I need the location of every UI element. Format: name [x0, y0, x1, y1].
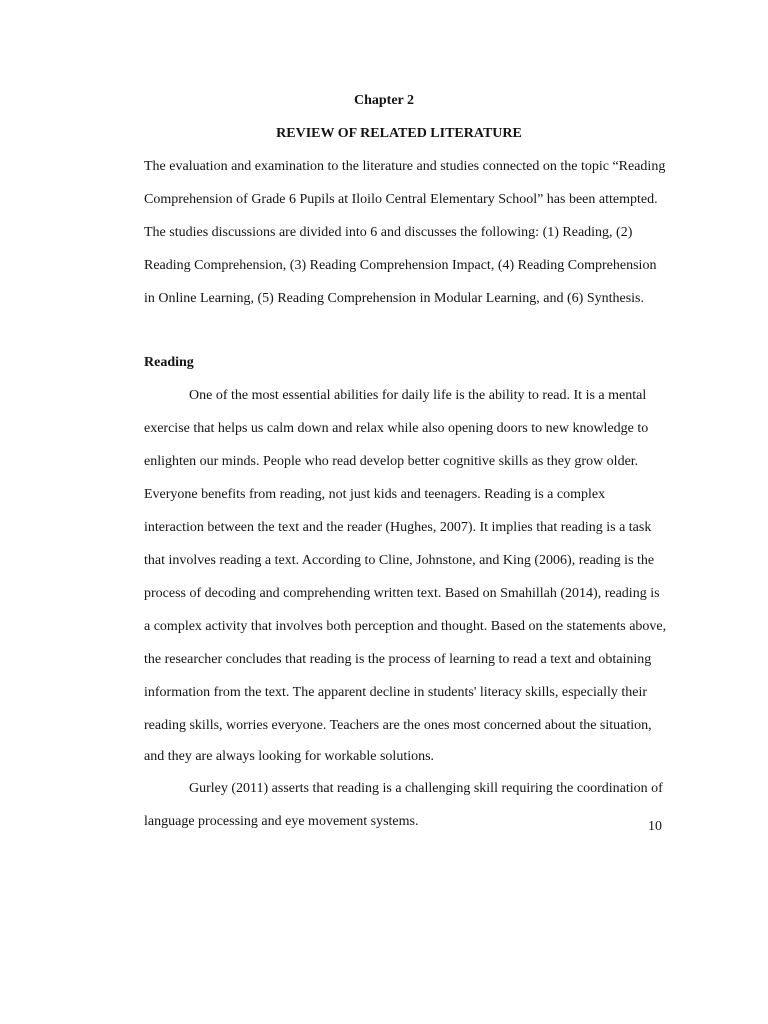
paragraph-line: and they are always looking for workable solutions.: [144, 749, 435, 764]
chapter-label: Chapter 2: [353, 93, 415, 108]
section-heading: Reading: [144, 355, 194, 370]
intro-line: The evaluation and examination to the literature and studies connected on the topic “Reading: [144, 159, 666, 174]
paragraph-line: One of the most essential abilities for daily life is the ability to read. It is a mental: [189, 388, 647, 403]
intro-line: Comprehension of Grade 6 Pupils at Iloilo Central Elementary School” has been attempted.: [144, 192, 658, 207]
intro-line: in Online Learning, (5) Reading Comprehension in Modular Learning, and (6) Synthesis.: [144, 291, 645, 306]
paragraph-line: Gurley (2011) asserts that reading is a challenging skill requiring the coordination of: [189, 781, 663, 796]
paragraph-line: a complex activity that involves both perception and thought. Based on the statements above,: [144, 619, 667, 634]
paragraph-line: information from the text. The apparent decline in students' literacy skills, especially their: [144, 685, 648, 700]
chapter-title: REVIEW OF RELATED LITERATURE: [276, 126, 522, 141]
intro-line: The studies discussions are divided into 6 and discusses the following: (1) Reading, (2): [144, 225, 633, 240]
paragraph-line: that involves reading a text. According to Cline, Johnstone, and King (2006), reading is the: [144, 553, 655, 568]
paragraph-line: exercise that helps us calm down and relax while also opening doors to new knowledge to: [144, 421, 649, 436]
paragraph-line: process of decoding and comprehending written text. Based on Smahillah (2014), reading is: [144, 586, 660, 601]
paragraph-line: language processing and eye movement systems.: [144, 814, 419, 829]
page-number: 10: [648, 819, 662, 834]
paragraph-line: reading skills, worries everyone. Teachers are the ones most concerned about the situation,: [144, 718, 652, 733]
paragraph-line: enlighten our minds. People who read develop better cognitive skills as they grow older.: [144, 454, 639, 469]
paragraph-line: the researcher concludes that reading is the process of learning to read a text and obtaining: [144, 652, 652, 667]
intro-line: Reading Comprehension, (3) Reading Comprehension Impact, (4) Reading Comprehension: [144, 258, 657, 273]
paragraph-line: Everyone benefits from reading, not just kids and teenagers. Reading is a complex: [144, 487, 606, 502]
paragraph-line: interaction between the text and the reader (Hughes, 2007). It implies that reading is a task: [144, 520, 652, 535]
